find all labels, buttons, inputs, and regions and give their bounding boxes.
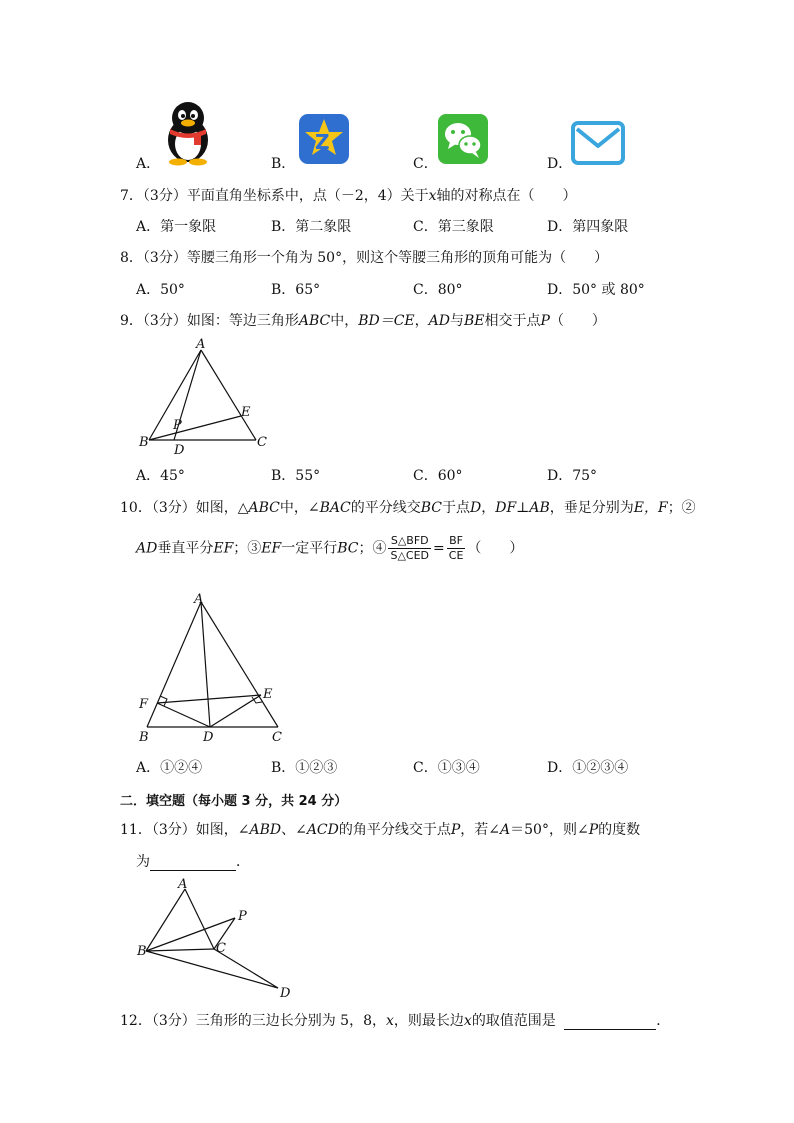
q10-label-e: E	[263, 687, 273, 702]
q10-line1-b: 中，∠	[279, 500, 320, 516]
q8-option-d: D．50° 或 80°	[547, 282, 645, 298]
q10-line1-d: 于点	[442, 500, 470, 516]
q10-ef3: EF	[261, 540, 282, 557]
q10-label-a: A	[194, 592, 204, 607]
mail-envelope-icon	[571, 121, 625, 165]
q11-label-d: D	[280, 986, 291, 1001]
q10-line2	[136, 534, 523, 563]
q6-option-b-letter: B．	[271, 156, 296, 172]
q9-stem-b: 中，	[330, 313, 359, 329]
q10-frac2-den: CE	[448, 549, 464, 562]
q12-x1: x	[386, 1013, 394, 1029]
q7-option-c: C．第三象限	[413, 219, 494, 235]
q9-option-b: B．55°	[271, 468, 321, 484]
q9-ad: AD	[428, 313, 450, 329]
q10-line1-e: ，	[481, 500, 496, 516]
q10-ad: AD	[136, 540, 158, 557]
qq-penguin-icon	[160, 100, 216, 166]
q10-line1	[120, 499, 696, 517]
q6-option-d-letter: D．	[547, 156, 573, 172]
q10-bc2: BC	[337, 540, 359, 557]
q9-label-e: E	[241, 405, 251, 420]
q7-var-x: x	[428, 188, 437, 204]
q7-option-b: B．第二象限	[271, 219, 352, 235]
q11-line1-d: ，若∠	[460, 822, 501, 838]
q9-stem-d: 与	[450, 313, 464, 329]
q10-option-c: C．①③④	[413, 760, 480, 776]
q8-stem: 8．（3分）等腰三角形一个角为 50°，则这个等腰三角形的顶角可能为（ ）	[120, 250, 609, 266]
q7-option-a: A．第一象限	[136, 219, 217, 235]
q12-stem-text: 12．（3分）三角形的三边长分别为 5，8，	[120, 1013, 386, 1029]
q10-dfab: DF⊥AB	[495, 500, 550, 516]
q9-bdce: BD＝CE	[358, 313, 415, 329]
q9-label-b: B	[139, 435, 149, 450]
q11-p2: P	[588, 822, 599, 838]
q10-frac1-den: S△CED	[390, 549, 430, 562]
q11-figure	[130, 874, 300, 1002]
q10-eq: =	[433, 540, 445, 557]
q7-option-d: D．第四象限	[547, 219, 629, 235]
q9-label-p: P	[173, 418, 182, 433]
q10-frac1-num: S△BFD	[388, 534, 431, 549]
q10-line1-c: 的平分线交	[350, 500, 421, 516]
q6-option-c-letter: C．	[413, 156, 438, 172]
q8-option-b: B．65°	[271, 282, 321, 298]
q10-bac: BAC	[319, 500, 351, 516]
q10-label-d: D	[203, 730, 214, 745]
section-title: 二．填空题（每小题 3 分，共 24 分）	[120, 794, 348, 809]
q11-line1-a: 11．（3分）如图，∠	[120, 822, 250, 838]
q10-ef: E，F	[633, 500, 668, 516]
qzone-star-icon	[298, 113, 350, 165]
wechat-icon	[438, 114, 488, 164]
q10-label-b: B	[139, 730, 149, 745]
q7-stem-end: 轴的对称点在（ ）	[436, 188, 577, 204]
q11-line1-b: 、∠	[281, 822, 307, 838]
q10-line2-b: ；③	[233, 540, 262, 557]
q11-label-b: B	[137, 944, 147, 959]
q9-figure	[130, 336, 280, 456]
q7-stem-text: 7．（3分）平面直角坐标系中，点（－2，4）关于	[120, 188, 429, 204]
q8-option-a: A．50°	[136, 282, 185, 298]
q9-label-c: C	[257, 435, 267, 450]
q11-p: P	[450, 822, 461, 838]
q10-d: D	[470, 500, 482, 516]
q11-line1	[120, 821, 640, 839]
q9-stem-f: （ ）	[549, 313, 606, 329]
q11-answer-blank[interactable]	[150, 856, 236, 871]
q11-line1-c: 的角平分线交于点	[338, 822, 451, 838]
q7-stem	[120, 187, 577, 205]
q9-stem-c: ，	[414, 313, 429, 329]
q12-answer-blank[interactable]	[564, 1015, 656, 1030]
q9-label-a: A	[196, 337, 206, 352]
q10-option-b: B．①②③	[271, 760, 338, 776]
q10-line2-d: ；④	[358, 540, 387, 557]
q10-line2-e: （ ）	[467, 540, 524, 557]
q10-option-d: D．①②③④	[547, 760, 629, 776]
q11-label-p: P	[238, 909, 247, 924]
q9-stem-a: 9．（3分）如图：等边三角形	[120, 313, 299, 329]
q9-option-a: A．45°	[136, 468, 185, 484]
q10-bc: BC	[420, 500, 442, 516]
q11-line2	[136, 853, 250, 871]
q9-stem-e: 相交于点	[484, 313, 541, 329]
q9-stem	[120, 312, 606, 330]
q9-be: BE	[464, 313, 485, 329]
q10-figure	[130, 588, 290, 748]
q10-line1-g: ；②	[667, 500, 696, 516]
q9-option-c: C．60°	[413, 468, 463, 484]
q10-label-c: C	[272, 730, 282, 745]
q11-a: A	[500, 822, 511, 838]
q10-ef2: EF	[213, 540, 234, 557]
q12-x2: x	[463, 1013, 472, 1029]
q10-fraction-areas	[388, 534, 431, 563]
q11-line1-e: ＝50°，则∠	[510, 822, 589, 838]
q10-line2-c: 一定平行	[281, 540, 338, 557]
q12-stem-c: 的取值范围是	[471, 1013, 556, 1029]
q6-option-a-letter: A．	[136, 156, 161, 172]
q11-line1-f: 的度数	[598, 822, 641, 838]
q11-label-c: C	[216, 941, 226, 956]
q11-acd: ACD	[306, 822, 339, 838]
q10-line1-f: ，垂足分别为	[549, 500, 634, 516]
q10-option-a: A．①②④	[136, 760, 203, 776]
q10-fraction-sides	[447, 534, 466, 563]
q12-stem-b: ，则最长边	[393, 1013, 464, 1029]
q10-frac2-num: BF	[447, 534, 466, 549]
q10-line1-a: 10．（3分）如图，△	[120, 500, 249, 516]
q9-p: P	[540, 313, 550, 329]
q10-line2-a: 垂直平分	[157, 540, 214, 557]
q11-line2-text: 为	[136, 854, 150, 870]
q10-label-f: F	[139, 697, 149, 712]
q9-abc: ABC	[298, 313, 331, 329]
svg-text:Z: Z	[315, 130, 330, 154]
q11-abd: ABD	[249, 822, 282, 838]
q11-line2-end: ．	[236, 854, 250, 870]
q11-label-a: A	[178, 877, 188, 892]
q8-option-c: C．80°	[413, 282, 463, 298]
q12-stem	[120, 1012, 670, 1030]
q9-option-d: D．75°	[547, 468, 598, 484]
q10-abc: ABC	[248, 500, 280, 516]
q12-end: ．	[656, 1013, 671, 1029]
q9-label-d: D	[174, 443, 185, 456]
